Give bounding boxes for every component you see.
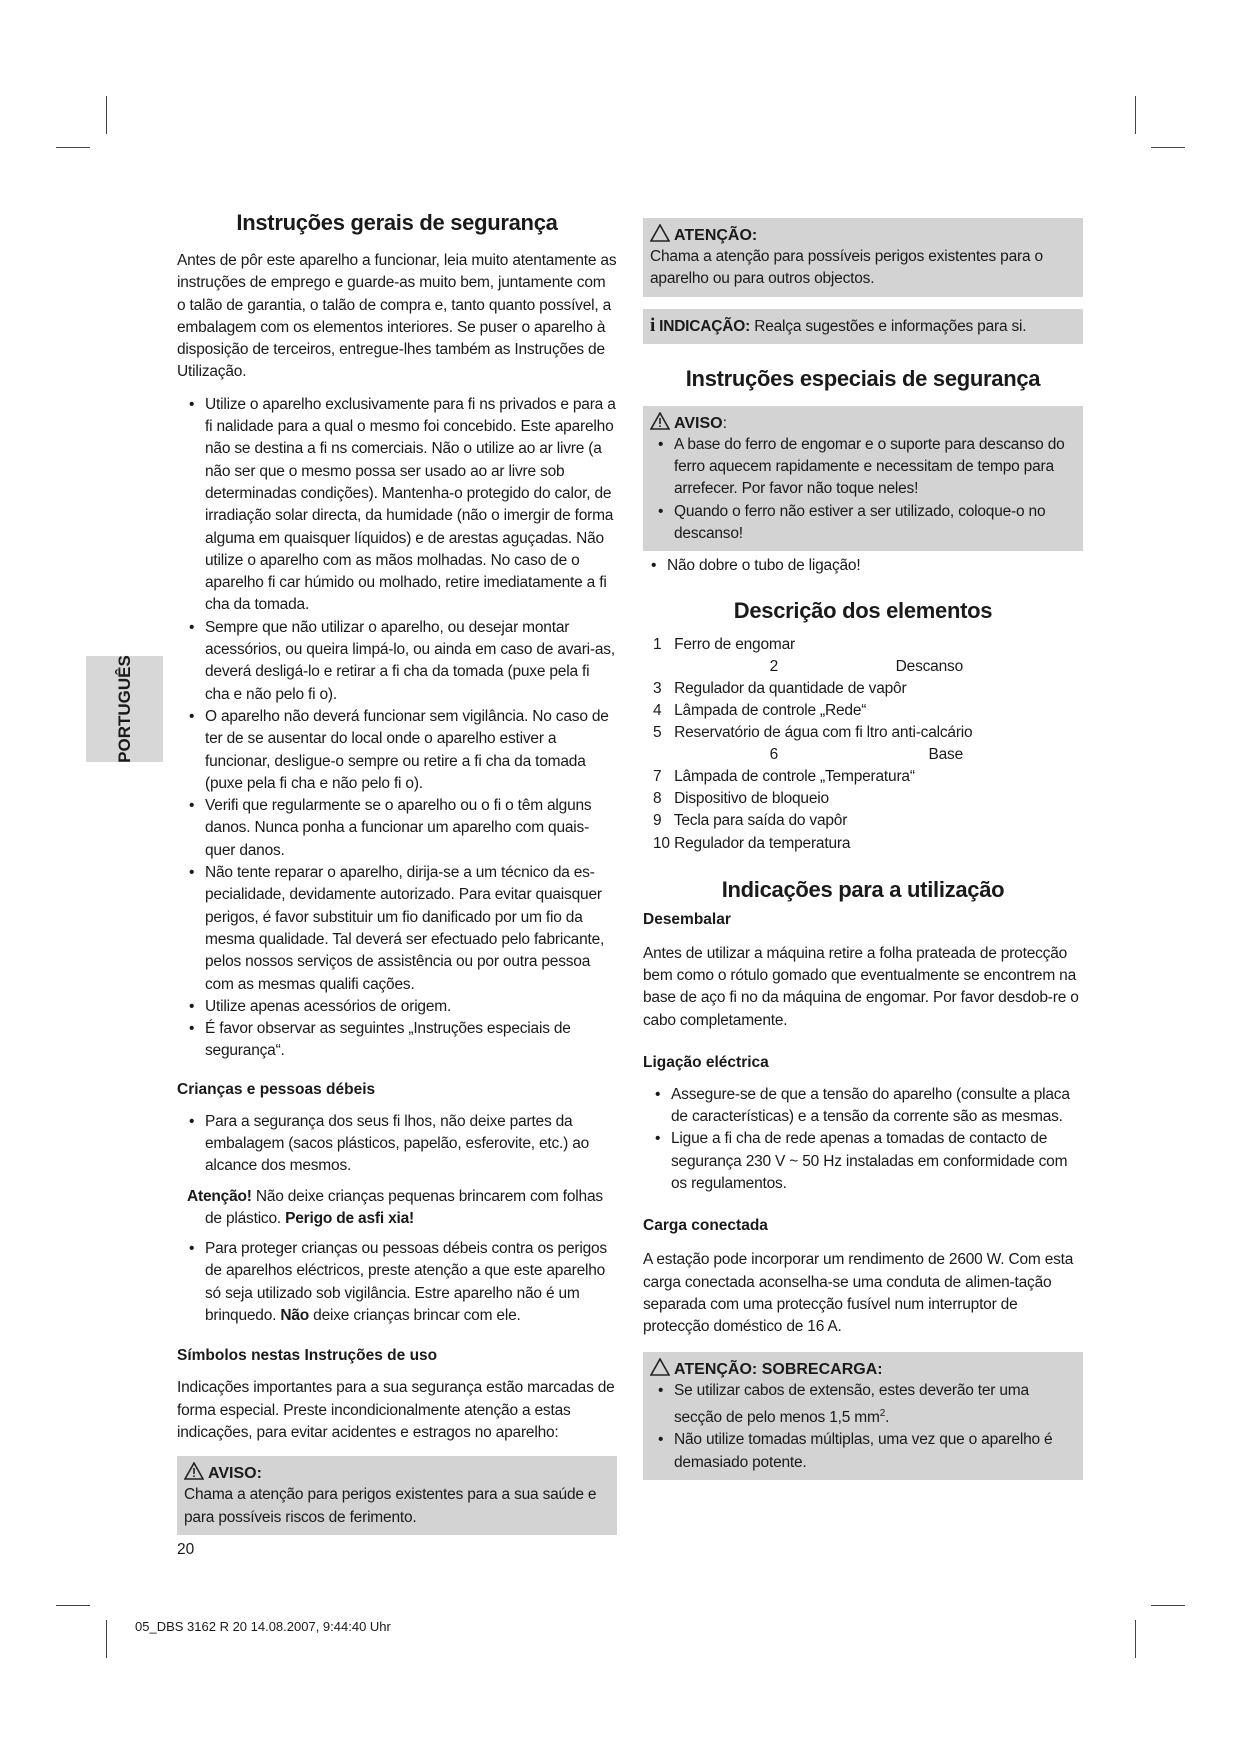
usage-title: Indicações para a utilização bbox=[721, 876, 1005, 902]
language-tab-label: PORTUGUÊS bbox=[114, 655, 134, 763]
special-after-list bbox=[639, 555, 1083, 577]
aviso-box bbox=[177, 1456, 617, 1535]
overload-box bbox=[643, 1352, 1083, 1479]
symbols-heading: Símbolos nestas Instruções de uso bbox=[177, 1347, 438, 1365]
element-number: 1 bbox=[653, 635, 662, 653]
page-number: 20 bbox=[177, 1541, 195, 1558]
atencao-box-title: ATENÇÃO: bbox=[674, 227, 758, 244]
crop-mark bbox=[106, 1620, 107, 1658]
list-item: • Utilize apenas acessórios de origem. bbox=[177, 996, 617, 1018]
electric-list bbox=[643, 1084, 1083, 1195]
load-heading: Carga conectada bbox=[643, 1217, 768, 1235]
element-number: 10 bbox=[653, 834, 670, 852]
element-label: Reservatório de água com fi ltro anti-calcário bbox=[674, 724, 973, 742]
indicacao-text: Realça sugestões e informações para si. bbox=[750, 317, 1027, 335]
list-item: • Quando o ferro não estiver a ser utilizado, coloque-o no descanso! bbox=[646, 501, 1076, 546]
special-aviso-box bbox=[643, 406, 1083, 551]
list-item bbox=[646, 1380, 1076, 1429]
element-number: 2 bbox=[769, 657, 778, 675]
element-item bbox=[653, 744, 1083, 766]
children-heading: Crianças e pessoas débeis bbox=[177, 1080, 376, 1098]
list-item: • O aparelho não deverá funcionar sem vigilância. No caso de ter de se ausentar do local onde o aparelho estiver a funcionar, desligue-o sempre ou retire a fi cha da tomada (puxe pela fi cha e não pelo fi o). bbox=[177, 706, 617, 795]
warning-icon bbox=[184, 1462, 204, 1480]
list-item: • Ligue a fi cha de rede apenas a tomadas de contacto de segurança 230 V ~ 50 Hz instaladas em conformidade com os regulamentos. bbox=[643, 1128, 1083, 1195]
left-column bbox=[177, 210, 617, 1535]
element-label: Regulador da quantidade de vapôr bbox=[674, 679, 907, 697]
element-item bbox=[653, 788, 1083, 810]
text-part: deixe crianças brincar com ele. bbox=[309, 1307, 521, 1325]
text-part: Se utilizar cabos de extensão, estes deverão ter uma secção de pelo menos 1,5 mm bbox=[674, 1382, 1029, 1426]
crop-mark bbox=[1135, 1620, 1136, 1658]
element-item bbox=[653, 678, 1083, 700]
element-number: 4 bbox=[653, 701, 662, 719]
element-item bbox=[653, 634, 1083, 656]
general-safety-title: Instruções gerais de segurança bbox=[236, 210, 558, 235]
list-item: • Assegure-se de que a tensão do aparelho (consulte a placa de características) e a tensão da corrente são as mesmas. bbox=[643, 1084, 1083, 1129]
element-label: Lâmpada de controle „Temperatura“ bbox=[674, 768, 915, 786]
crop-mark bbox=[1135, 96, 1136, 134]
indicacao-box bbox=[643, 309, 1083, 344]
crop-mark bbox=[56, 1605, 90, 1606]
overload-list bbox=[646, 1380, 1076, 1473]
element-label: Tecla para saída do vapôr bbox=[673, 812, 848, 830]
aviso-box-heading bbox=[184, 1462, 610, 1484]
elements-title: Descrição dos elementos bbox=[733, 597, 993, 623]
children-list-2 bbox=[177, 1238, 617, 1327]
overload-heading bbox=[646, 1358, 1076, 1380]
unpack-text: Antes de utilizar a máquina retire a folha prateada de protecção bem como o rótulo gomado que eventualmente se encontrem na base de aço fi no da máquina de engomar. Por favor desdob-re o cabo completamente. bbox=[643, 944, 1079, 1029]
load-text: A estação pode incorporar um rendimento de 2600 W. Com esta carga conectada aconselha-se uma conduta de alimen-tação separada com uma protecção fusível num interruptor de protecção doméstico de 16 A. bbox=[643, 1251, 1074, 1336]
text-bold: Não bbox=[280, 1307, 310, 1325]
attention-danger: Perigo de asfi xia! bbox=[285, 1209, 414, 1227]
elements-list bbox=[643, 634, 1083, 855]
general-safety-list bbox=[177, 394, 617, 1063]
unpack-heading: Desembalar bbox=[643, 910, 731, 928]
general-safety-intro: Antes de pôr este aparelho a funcionar, leia muito atentamente as instruções de emprego e guarde-as muito bem, juntamente com o talão de garantia, o talão de compra e, tanto quanto possível, a embalagem com os elementos interiores. Se puser o aparelho à disposição de terceiros, entregue-lhes também as Instruções de Utilização. bbox=[177, 252, 617, 381]
symbols-text: Indicações importantes para a sua segurança estão marcadas de forma especial. Preste incondicionalmente atenção a estas indicações, para evitar acidentes e estragos no aparelho: bbox=[177, 1379, 615, 1441]
print-footer: 05_DBS 3162 R 20 14.08.2007, 9:44:40 Uhr bbox=[135, 1619, 391, 1634]
aviso-box-title: AVISO: bbox=[208, 1465, 262, 1483]
atencao-box-text: Chama a atenção para possíveis perigos existentes para o aparelho ou para outros objectos. bbox=[650, 248, 1043, 288]
special-aviso-heading bbox=[646, 412, 1076, 434]
list-item: • Verifi que regularmente se o aparelho ou o fi o têm alguns danos. Nunca ponha a funcionar um aparelho com quais-quer danos. bbox=[177, 795, 617, 862]
electric-heading: Ligação eléctrica bbox=[643, 1053, 769, 1071]
element-label: Dispositivo de bloqueio bbox=[674, 790, 829, 808]
attention-text: Não deixe crianças pequenas brincarem com folhas de plástico. bbox=[205, 1187, 603, 1227]
list-item: • Não tente reparar o aparelho, dirija-se a um técnico da es-pecialidade, devidamente autorizado. Para evitar quaisquer perigos, é favor substituir um fio danificado por um fio da mesma qualidade. Tal deverá ser efectuado pelo fabricante, pelos nossos serviços de assistência ou por outra pessoa com as mesmas qualifi cações. bbox=[177, 862, 617, 996]
special-aviso-title: AVISO bbox=[674, 414, 723, 432]
element-item bbox=[653, 766, 1083, 788]
crop-mark bbox=[1151, 147, 1185, 148]
element-number: 5 bbox=[653, 724, 662, 742]
list-item: • Utilize o aparelho exclusivamente para fi ns privados e para a fi nalidade para a qual o mesmo foi concebido. Este aparelho não se destina a fi ns comerciais. Não o utilize ao ar livre (a não ser que o mesmo possa ser usado ao ar livre sob determinadas condições). Mantenha-o protegido do calor, de irradiação solar directa, da humidade (não o imergir de forma alguma em quaisquer líquidos) e de arestas aguçadas. Não utilize o aparelho com as mãos molhadas. No caso de o aparelho fi car húmido ou molhado, retire imediatamente a fi cha da tomada. bbox=[177, 394, 617, 617]
element-label: Regulador da temperatura bbox=[674, 834, 851, 852]
list-item bbox=[177, 1238, 617, 1327]
element-item bbox=[653, 810, 1083, 832]
crop-mark bbox=[106, 96, 107, 134]
aviso-box-text: Chama a atenção para perigos existentes para a sua saúde e para possíveis riscos de ferimento. bbox=[184, 1486, 597, 1526]
element-label: Lâmpada de controle „Rede“ bbox=[674, 701, 867, 719]
language-tab bbox=[86, 656, 163, 762]
element-number: 3 bbox=[653, 679, 662, 697]
element-number: 7 bbox=[653, 768, 662, 786]
atencao-box bbox=[643, 218, 1083, 297]
element-label: Descanso bbox=[895, 657, 963, 675]
element-item bbox=[653, 722, 1083, 744]
element-number: 8 bbox=[653, 790, 662, 808]
indicacao-line bbox=[650, 315, 1076, 338]
warning-triangle-icon bbox=[650, 224, 670, 242]
text-part: Para proteger crianças ou pessoas débeis contra os perigos de aparelhos eléctricos, preste atenção a que este aparelho só seja utilizado sob vigilância. Estre aparelho não é um brinquedo. bbox=[205, 1240, 607, 1325]
superscript: 2 bbox=[879, 1407, 886, 1419]
element-number: 6 bbox=[769, 746, 778, 764]
list-item: • Não dobre o tubo de ligação! bbox=[639, 555, 1083, 577]
children-list bbox=[177, 1111, 617, 1178]
list-item: • A base do ferro de engomar e o suporte para descanso do ferro aquecem rapidamente e necessitam de tempo para arrefecer. Por favor não toque neles! bbox=[646, 434, 1076, 501]
attention-note bbox=[177, 1186, 617, 1231]
warning-icon bbox=[650, 412, 670, 430]
warning-triangle-icon bbox=[650, 1358, 670, 1376]
overload-title: ATENÇÃO: SOBRECARGA: bbox=[674, 1361, 883, 1379]
text-part: . bbox=[885, 1408, 890, 1426]
element-label: Ferro de engomar bbox=[674, 635, 795, 653]
special-safety-title: Instruções especiais de segurança bbox=[685, 365, 1041, 391]
list-item: • É favor observar as seguintes „Instruções especiais de segurança“. bbox=[177, 1018, 617, 1063]
right-column bbox=[643, 218, 1083, 1480]
indicacao-label: INDICAÇÃO: bbox=[659, 317, 751, 335]
element-item bbox=[653, 833, 1083, 855]
crop-mark bbox=[1151, 1605, 1185, 1606]
special-aviso-list bbox=[646, 434, 1076, 545]
info-icon: i bbox=[650, 314, 656, 336]
crop-mark bbox=[56, 147, 90, 148]
element-label: Base bbox=[928, 746, 963, 764]
element-item bbox=[653, 656, 1083, 678]
atencao-box-heading bbox=[650, 224, 1076, 246]
element-item bbox=[653, 700, 1083, 722]
list-item: • Não utilize tomadas múltiplas, uma vez que o aparelho é demasiado potente. bbox=[646, 1429, 1076, 1474]
list-item: • Para a segurança dos seus fi lhos, não deixe partes da embalagem (sacos plásticos, papelão, esferovite, etc.) ao alcance dos mesmos. bbox=[177, 1111, 617, 1178]
list-item: • Sempre que não utilizar o aparelho, ou desejar montar acessórios, ou queira limpá-lo, ou ainda em caso de avari-as, deverá desligá-lo e retirar a fi cha da tomada (puxe pela fi cha e não pelo fi o). bbox=[177, 617, 617, 706]
attention-label: Atenção! bbox=[187, 1187, 252, 1205]
special-aviso-colon: : bbox=[722, 414, 728, 432]
element-number: 9 bbox=[653, 812, 662, 830]
